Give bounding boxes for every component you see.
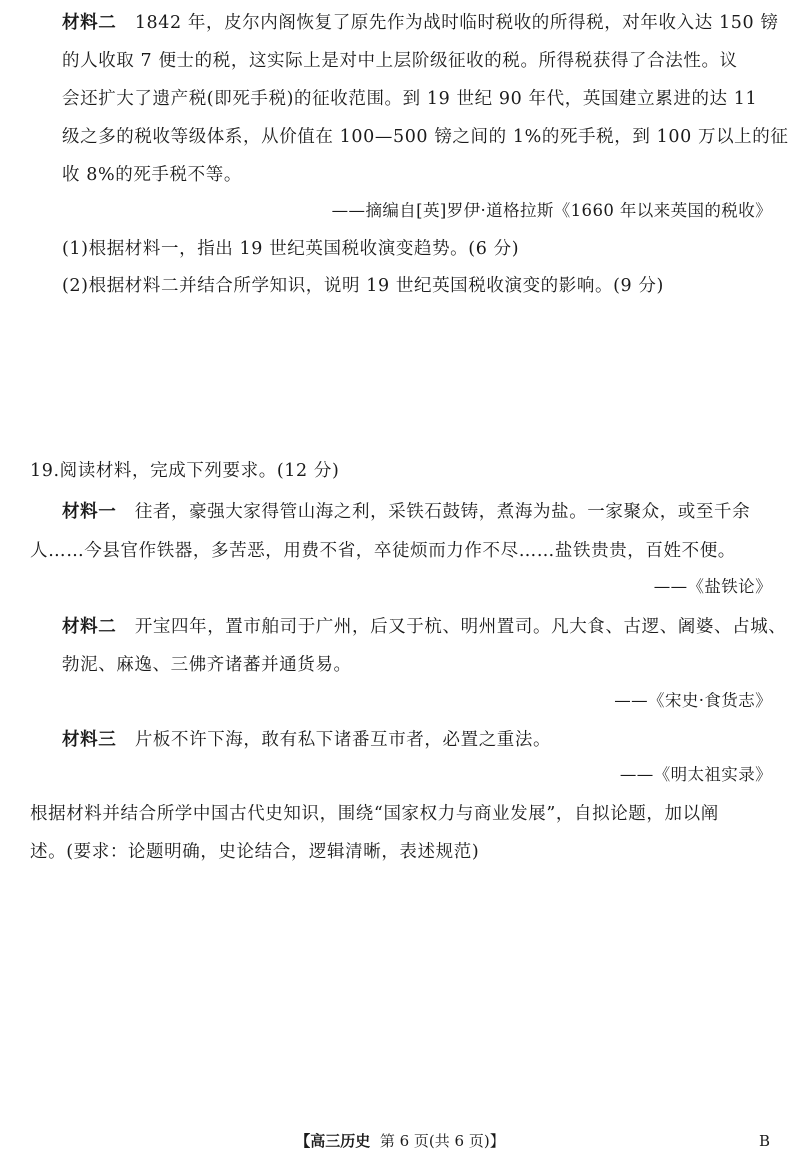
q19-material2-label: 材料二: [62, 617, 117, 637]
q18-material2-line-2: 的人收取 7 便士的税，这实际上是对中上层阶级征收的税。所得税获得了合法性。议: [62, 51, 738, 71]
q18-material2-line-5: 收 8%的死手税不等。: [62, 165, 242, 185]
q19-task-line-2: 述。(要求：论题明确，史论结合，逻辑清晰，表述规范): [30, 842, 480, 862]
q19-stem: 19.阅读材料，完成下列要求。(12 分): [30, 461, 340, 481]
q19-material2-line-2: 勃泥、麻逸、三佛齐诸蕃并通货易。: [62, 655, 352, 675]
q18-question-1: (1)根据材料一，指出 19 世纪英国税收演变趋势。(6 分): [62, 239, 520, 259]
q19-material1-line-2: 人……今县官作铁器，多苦恶，用费不省，卒徒烦而力作不尽……盐铁贵贵，百姓不便。: [30, 541, 736, 561]
footer-version: B: [758, 1132, 770, 1150]
q19-task-line-1: 根据材料并结合所学中国古代史知识，围绕“国家权力与商业发展”，自拟论题，加以阐: [30, 804, 719, 824]
q18-question-2: (2)根据材料二并结合所学知识，说明 19 世纪英国税收演变的影响。(9 分): [62, 276, 664, 296]
q19-material3-label: 材料三: [62, 730, 117, 750]
q19-material3-source: ——《明太祖实录》: [619, 765, 772, 784]
footer-page-number: 第 6 页(共 6 页)】: [379, 1132, 505, 1150]
q18-material2-source: ——摘编自[英]罗伊·道格拉斯《1660 年以来英国的税收》: [331, 201, 772, 220]
page-footer: [0, 1130, 800, 1152]
q19-material3-line-1: 材料三 片板不许下海，敢有私下诸番互市者，必置之重法。: [62, 730, 552, 750]
q19-material1-line-1: 材料一 往者，豪强大家得管山海之利，采铁石鼓铸，煮海为盐。一家聚众，或至千余: [62, 502, 751, 522]
q19-material1-source: ——《盐铁论》: [653, 577, 772, 596]
q18-material2-line-4: 级之多的税收等级体系，从价值在 100—500 镑之间的 1%的死手税，到 100 万以上的征: [62, 127, 789, 147]
q18-material2-line-3: 会还扩大了遗产税(即死手税)的征收范围。到 19 世纪 90 年代，英国建立累进的达 11: [62, 89, 758, 109]
q19-material2-line-1: 材料二 开宝四年，置市舶司于广州，后又于杭、明州置司。凡大食、古逻、阇婆、占城、: [62, 617, 787, 637]
q18-material2-label: 材料二: [62, 13, 117, 33]
q19-material1-label: 材料一: [62, 502, 117, 522]
q18-material2-line-1: 材料二 1842 年，皮尔内阁恢复了原先作为战时临时税收的所得税，对年收入达 150 镑: [62, 13, 779, 33]
footer-subject: 【高三历史: [295, 1132, 371, 1150]
q19-material2-source: ——《宋史·食货志》: [614, 691, 772, 710]
